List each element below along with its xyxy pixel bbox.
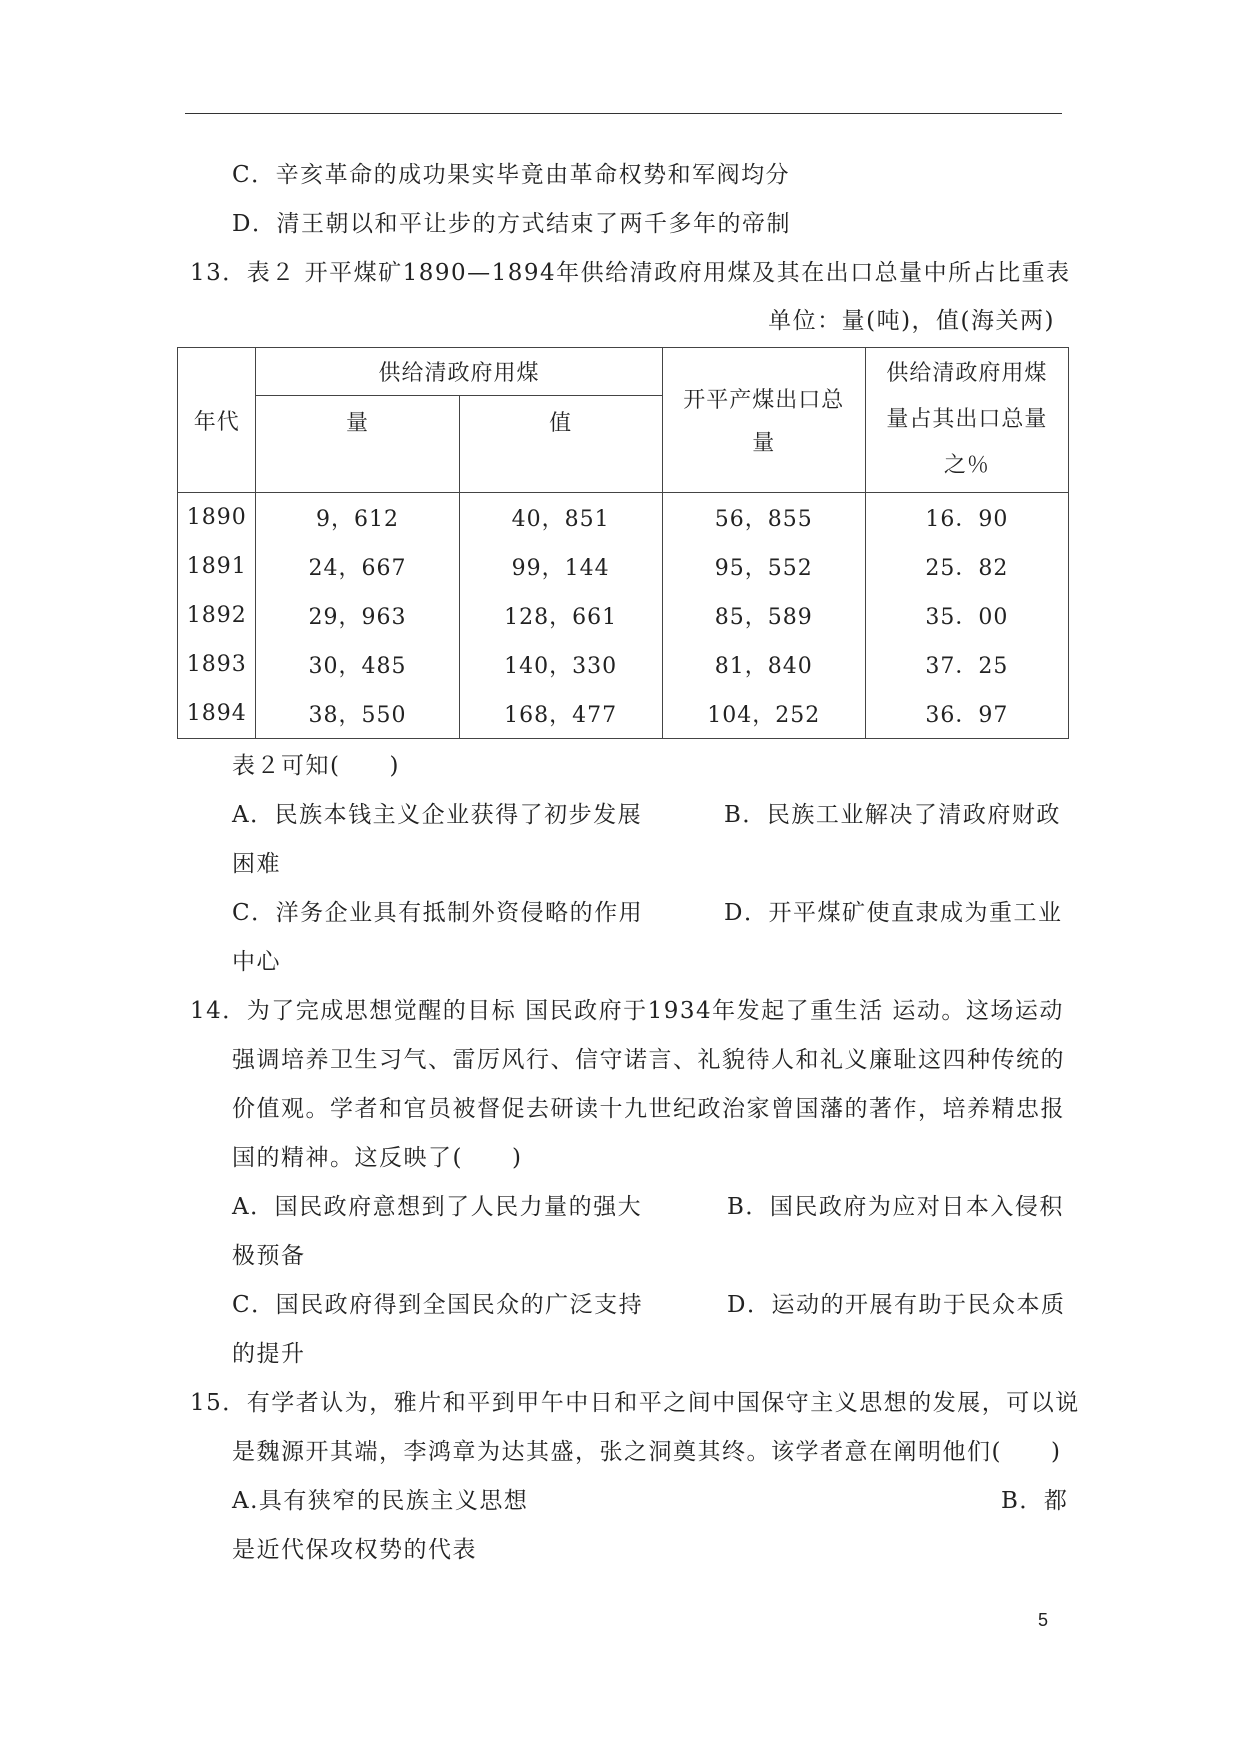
table-row	[178, 591, 1069, 640]
cell-export: 104，252	[662, 689, 865, 739]
cell-export: 85，589	[662, 591, 865, 640]
header-value: 值	[459, 396, 662, 493]
header-year: 年代	[178, 348, 256, 493]
cell-percent: 25．82	[865, 542, 1068, 591]
cell-quantity: 29，963	[256, 591, 459, 640]
cell-value: 168，477	[459, 689, 662, 739]
cell-quantity: 9，612	[256, 493, 459, 543]
q14-option-c: C．国民政府得到全国民众的广泛支持	[232, 1292, 644, 1318]
cell-year: 1894	[178, 689, 256, 739]
q13-option-a: A．民族本钱主义企业获得了初步发展	[232, 802, 643, 828]
cell-quantity: 38，550	[256, 689, 459, 739]
q15-option-b-cont: 是近代保攻权势的代表	[232, 1537, 477, 1563]
q14-text-4: 国的精神。这反映了( )	[232, 1145, 523, 1171]
table-row	[178, 640, 1069, 689]
q14-text-1: 14．为了完成思想觉醒的目标 国民政府于1934年发起了重生活 运动。这场运动	[190, 998, 1064, 1024]
q15-option-a: A.具有狭窄的民族主义思想	[232, 1488, 529, 1514]
cell-value: 140，330	[459, 640, 662, 689]
cell-percent: 36．97	[865, 689, 1068, 739]
cell-quantity: 24，667	[256, 542, 459, 591]
cell-quantity: 30，485	[256, 640, 459, 689]
table-row	[178, 493, 1069, 543]
q13-option-b: B．民族工业解决了清政府财政	[724, 802, 1061, 828]
q12-option-d: D．清王朝以和平让步的方式结束了两千多年的帝制	[232, 211, 791, 237]
cell-percent: 37．25	[865, 640, 1068, 689]
q15-option-b: B．都	[1001, 1488, 1069, 1514]
cell-year: 1890	[178, 493, 256, 543]
header-quantity: 量	[256, 396, 459, 493]
table-row	[178, 689, 1069, 739]
cell-value: 128，661	[459, 591, 662, 640]
q12-option-c: C．辛亥革命的成功果实毕竟由革命权势和军阀均分	[232, 162, 791, 188]
q14-text-3: 价值观。学者和官员被督促去研读十九世纪政治家曾国藩的著作，培养精忠报	[232, 1096, 1065, 1122]
cell-year: 1891	[178, 542, 256, 591]
header-export-line1: 开平产煤出口总	[683, 388, 845, 413]
q15-text-1: 15．有学者认为，雅片和平到甲午中日和平之间中国保守主义思想的发展，可以说	[190, 1390, 1080, 1416]
header-export	[662, 348, 865, 493]
cell-export: 95，552	[662, 542, 865, 591]
q14-option-b: B．国民政府为应对日本入侵积	[727, 1194, 1064, 1220]
q13-stem: 表２可知( )	[232, 753, 400, 779]
q13-option-d: D．开平煤矿使直隶成为重工业	[724, 900, 1063, 926]
q13-option-d-cont: 中心	[232, 949, 281, 975]
cell-percent: 35．00	[865, 591, 1068, 640]
q13-title: 13．表２ 开平煤矿1890—1894年供给清政府用煤及其在出口总量中所占比重表	[190, 260, 1071, 286]
header-supply: 供给清政府用煤	[256, 348, 662, 396]
cell-value: 99，144	[459, 542, 662, 591]
q13-option-c: C．洋务企业具有抵制外资侵略的作用	[232, 900, 644, 926]
header-rule	[185, 113, 1062, 114]
cell-export: 81，840	[662, 640, 865, 689]
cell-percent: 16．90	[865, 493, 1068, 543]
q14-option-d-cont: 的提升	[232, 1341, 306, 1367]
cell-year: 1893	[178, 640, 256, 689]
table-row	[178, 542, 1069, 591]
coal-table	[177, 347, 1069, 739]
q14-text-2: 强调培养卫生习气、雷厉风行、信守诺言、礼貌待人和礼义廉耻这四种传统的	[232, 1047, 1065, 1073]
cell-value: 40，851	[459, 493, 662, 543]
header-percent-line3: 之％	[943, 453, 990, 478]
page-number: 5	[1038, 1610, 1049, 1630]
q14-option-b-cont: 极预备	[232, 1243, 306, 1269]
cell-export: 56，855	[662, 493, 865, 543]
header-percent	[865, 348, 1068, 493]
header-export-line2: 量	[752, 431, 776, 456]
q13-unit: 单位：量(吨)，值(海关两)	[768, 308, 1055, 334]
q14-option-d: D．运动的开展有助于民众本质	[727, 1292, 1066, 1318]
cell-year: 1892	[178, 591, 256, 640]
q14-option-a: A．国民政府意想到了人民力量的强大	[232, 1194, 643, 1220]
header-percent-line2: 量占其出口总量	[886, 407, 1048, 432]
q15-text-2: 是魏源开其端，李鸿章为达其盛，张之洞奠其终。该学者意在阐明他们( )	[232, 1439, 1062, 1465]
q13-option-b-cont: 困难	[232, 851, 281, 877]
header-percent-line1: 供给清政府用煤	[886, 361, 1048, 386]
